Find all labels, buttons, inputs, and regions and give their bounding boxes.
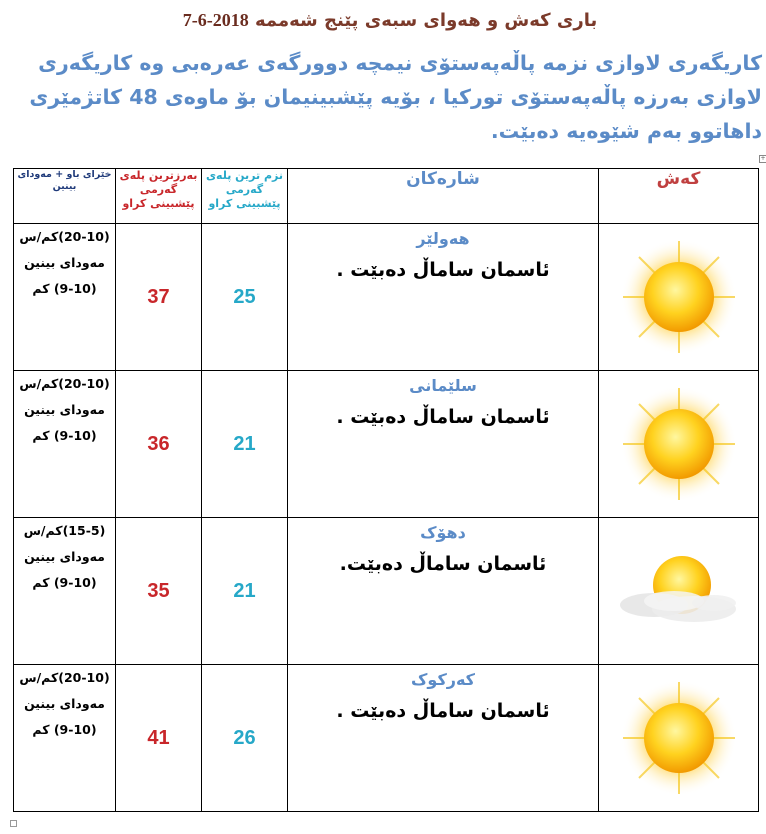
header-wind-visibility: خێرای باو + مەودای بینین	[14, 169, 116, 224]
table-row	[14, 371, 759, 518]
table-row	[14, 665, 759, 812]
sky-cell	[599, 665, 759, 812]
forecast-date: 2018-6-7	[182, 10, 249, 30]
table-header-row	[14, 169, 759, 224]
wind-visibility-cell: (20-10)کم/س مەودای بینین (10-9) کم	[14, 371, 116, 518]
table-move-handle[interactable]: +	[760, 155, 766, 162]
city-description: ئاسمان ساماڵ دەبێت.	[339, 553, 547, 575]
wind-visibility-cell: (20-10)کم/س مەودای بینین (10-9) کم	[14, 665, 116, 812]
city-description: ئاسمان ساماڵ دەبێت .	[336, 259, 550, 281]
header-max-temp: بەرزترین پلەی گەرمی پێشبینی کراو	[116, 169, 202, 224]
sky-cell	[599, 224, 759, 371]
city-cell	[288, 371, 599, 518]
city-name: کەرکوک	[411, 670, 475, 689]
city-cell	[288, 518, 599, 665]
city-cell	[288, 224, 599, 371]
forecast-summary: کاریگەری لاوازی نزمە پاڵەپەستۆی نیمچە دوورگەی عەرەبی وە کاریگەری لاوازی بەرزە پاڵەپەستۆی تورکیا ، بۆیە پێشبینیمان بۆ ماوەی 48 کاتژمێری داهاتوو بەم شێوەیە دەبێت.	[29, 51, 762, 143]
table-resize-handle[interactable]	[10, 820, 17, 827]
city-name: دهۆک	[420, 523, 466, 542]
city-description: ئاسمان ساماڵ دەبێت .	[336, 406, 550, 428]
city-description: ئاسمان ساماڵ دەبێت .	[336, 700, 550, 722]
wind-visibility-cell: (20-10)کم/س مەودای بینین (10-9) کم	[14, 224, 116, 371]
sun-icon	[619, 678, 739, 798]
min-temp-cell: 21	[202, 371, 288, 518]
sun-icon	[619, 237, 739, 357]
max-temp-cell: 36	[116, 371, 202, 518]
sky-cell	[599, 371, 759, 518]
wind-visibility-cell: (15-5)کم/س مەودای بینین (10-9) کم	[14, 518, 116, 665]
min-temp-cell: 26	[202, 665, 288, 812]
header-min-temp: نزم ترین پلەی گەرمی پێشبینی کراو	[202, 169, 288, 224]
header-cities: شارەکان	[288, 169, 599, 224]
max-temp-cell: 35	[116, 518, 202, 665]
max-temp-cell: 41	[116, 665, 202, 812]
min-temp-cell: 25	[202, 224, 288, 371]
min-temp-cell: 21	[202, 518, 288, 665]
city-name: سلێمانی	[409, 376, 477, 395]
sky-cell	[599, 518, 759, 665]
table-row	[14, 518, 759, 665]
forecast-title	[0, 10, 766, 31]
header-sky: کەش	[599, 169, 759, 224]
city-cell	[288, 665, 599, 812]
sun-haze-icon	[614, 551, 744, 631]
table-row	[14, 224, 759, 371]
city-name: هەولێر	[416, 229, 470, 248]
forecast-table	[13, 168, 759, 812]
forecast-title-text: باری کەش و هەوای سبەی پێنج شەممە	[255, 10, 598, 31]
max-temp-cell: 37	[116, 224, 202, 371]
sun-icon	[619, 384, 739, 504]
